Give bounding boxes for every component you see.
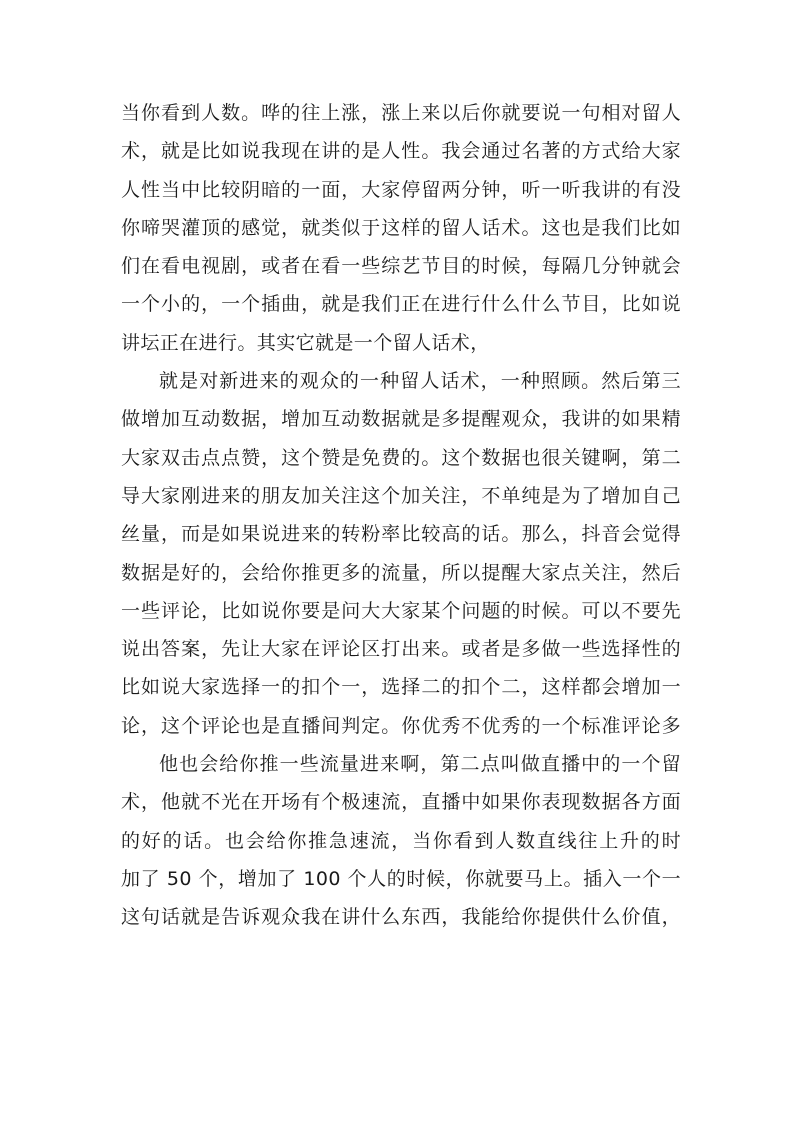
text-line: 数据是好的，会给你推更多的流量，所以提醒大家点关注，然后 — [121, 561, 681, 584]
text-line: 一些评论，比如说你要是问大大家某个问题的时候。可以不要先 — [121, 599, 681, 622]
text-line: 当你看到人数。哗的往上涨，涨上来以后你就要说一句相对留人 — [121, 102, 681, 124]
text-line: 的好的话。也会给你推急速流，当你看到人数直线往上升的时 — [121, 829, 681, 852]
text-line: 比如说大家选择一的扣个一，选择二的扣个二，这样都会增加一 — [121, 676, 681, 699]
text-line: 加了 50 个，增加了 100 个人的时候，你就要马上。插入一个一 — [121, 867, 681, 890]
text-line: 说出答案，先让大家在评论区打出来。或者是多做一些选择性的 — [121, 638, 681, 661]
text-line: 术，他就不光在开场有个极速流，直播中如果你表现数据各方面 — [121, 791, 681, 814]
text-line: 大家双击点点赞，这个赞是免费的。这个数据也很关键啊，第二 — [121, 446, 681, 469]
text-line: 讲坛正在进行。其实它就是一个留人话术， — [121, 331, 490, 354]
text-line: 术，就是比如说我现在讲的是人性。我会通过名著的方式给大家 — [121, 140, 681, 163]
text-line: 做增加互动数据，增加互动数据就是多提醒观众，我讲的如果精 — [121, 408, 681, 431]
text-line: 们在看电视剧，或者在看一些综艺节目的时候，每隔几分钟就会 — [121, 255, 681, 278]
text-line: 就是对新进来的观众的一种留人话术，一种照顾。然后第三 — [159, 370, 681, 393]
body-text — [121, 94, 681, 937]
text-line: 论，这个评论也是直播间判定。你优秀不优秀的一个标准评论多 — [121, 714, 681, 737]
text-line: 丝量，而是如果说进来的转粉率比较高的话。那么，抖音会觉得 — [121, 523, 681, 546]
text-line: 导大家刚进来的朋友加关注这个加关注，不单纯是为了增加自己 — [121, 484, 681, 507]
text-line: 一个小的，一个插曲，就是我们正在进行什么什么节目，比如说 — [121, 293, 681, 316]
text-line: 你啼哭灌顶的感觉，就类似于这样的留人话术。这也是我们比如 — [121, 216, 681, 239]
text-line: 他也会给你推一些流量进来啊，第二点叫做直播中的一个留 — [159, 753, 681, 776]
text-line: 人性当中比较阴暗的一面，大家停留两分钟，听一听我讲的有没 — [121, 178, 681, 201]
text-line: 这句话就是告诉观众我在讲什么东西，我能给你提供什么价值， — [121, 906, 681, 929]
